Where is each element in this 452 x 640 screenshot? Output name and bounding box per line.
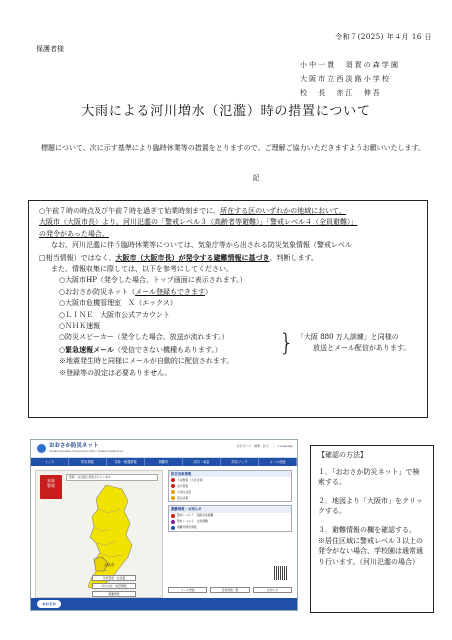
site-button-row bbox=[168, 587, 292, 593]
source-mail-register: メール登録もできます bbox=[135, 287, 205, 296]
weather-item-label: 大雨警報（土砂災害） bbox=[177, 477, 205, 482]
emergency-mail-note: （受信できない機種もあります。） bbox=[113, 345, 222, 354]
basis-line-1: なお、河川氾濫に伴う臨時休業等については、気象庁等から出される防災気象情報（警戒レベル bbox=[51, 241, 352, 250]
evacuation-info-box bbox=[168, 505, 292, 531]
nav-item: 避難所 bbox=[145, 458, 183, 466]
site-header bbox=[31, 440, 297, 458]
level-dot-icon bbox=[171, 520, 175, 524]
confirm-step-1: １．「おおさか防災ネット」で検索する。 bbox=[318, 467, 420, 487]
qr-code-icon bbox=[274, 566, 288, 580]
nav-item: 防災マップ bbox=[221, 458, 259, 466]
emergency-mail-label: 緊急速報メール bbox=[65, 344, 114, 354]
source-line: ○ＬＩＮＥ 大阪市公式アカウント bbox=[59, 310, 171, 319]
brace-note-2: 放送とメール配信があります。 bbox=[313, 344, 411, 353]
basis-end: 、判断します。 bbox=[269, 253, 318, 262]
basis-line-2 bbox=[39, 252, 419, 264]
weather-info-heading: 防災気象情報 bbox=[169, 471, 291, 477]
brace-group bbox=[39, 329, 419, 358]
site-nav bbox=[31, 458, 297, 466]
weather-item-label: 雷注意報 bbox=[177, 495, 189, 500]
map-button-evacuation: 避難情報 bbox=[92, 591, 136, 597]
addressee: 保護者様 bbox=[36, 45, 64, 53]
map-button-warnings: 気象警報・注意報 bbox=[92, 575, 136, 581]
source-crisis-x: ○大阪市危機管理室 Ｘ（エックス） bbox=[59, 299, 177, 308]
confirm-step-3-note: ※居住区域に警戒レベル３以上の発令がない場合、学校園は通常通り行います。（河川氾濫の場合） bbox=[318, 536, 423, 566]
weather-item bbox=[169, 495, 291, 501]
source-bullet: ○ bbox=[59, 345, 66, 354]
site-button: 災害情報一覧 bbox=[210, 587, 249, 593]
evacuation-item-label: 警戒レベル４ 全員避難 bbox=[177, 518, 208, 523]
source-text-end: ） bbox=[204, 287, 212, 296]
criteria-line-1 bbox=[39, 206, 419, 217]
sender-block bbox=[300, 61, 440, 103]
osaka-city-label: 大阪市 bbox=[104, 563, 115, 567]
site-button: お知らせ bbox=[253, 587, 292, 593]
weather-item-label: 洪水警報 bbox=[177, 483, 189, 488]
nav-item: 防災情報 bbox=[69, 458, 107, 466]
criteria-text: ○午前７時の時点及び午前７時を過ぎて始業時刻までに、 bbox=[39, 207, 221, 215]
advisory-dot-icon bbox=[171, 496, 175, 500]
map-caption: 警報・注意報が発表されています bbox=[66, 474, 158, 481]
source-speaker: ○防災スピーカー（発令した場合、放送が流れます。） bbox=[59, 333, 229, 342]
alert-line-1: 気象 bbox=[47, 478, 55, 483]
sender-principal: 校 長 赤江 伸吾 bbox=[300, 89, 382, 97]
footer-logo: おおさか bbox=[37, 600, 61, 608]
nav-item: メール登録 bbox=[259, 458, 297, 466]
warning-dot-icon bbox=[171, 478, 175, 482]
site-button: メール登録 bbox=[168, 587, 207, 593]
brace-icon: } bbox=[279, 329, 295, 358]
confirm-step-3: ３．避難情報の欄を確認する。 bbox=[318, 525, 416, 534]
weather-info-box bbox=[168, 470, 292, 502]
document-date: 令和７(2025) 年４月 16 日 bbox=[335, 33, 432, 41]
warning-dot-icon bbox=[171, 484, 175, 488]
site-footer bbox=[31, 598, 297, 610]
document-title: 大雨による河川増水（氾濫）時の措置について bbox=[81, 104, 371, 119]
criteria-line-2: 大阪市（大阪市長）より、河川氾濫の「警戒レベル３（高齢者等避難）」「警戒レベル４（全員避難）」 bbox=[39, 218, 358, 227]
nav-item: 気象・地震情報 bbox=[107, 458, 145, 466]
notice-box bbox=[28, 200, 428, 418]
shelter-dot-icon bbox=[171, 526, 175, 530]
weather-item-label: 大雨注意報 bbox=[177, 489, 191, 494]
basis-emphasis: 大阪市（大阪市長）が発令する避難情報に基づき bbox=[115, 252, 270, 262]
evacuation-item-label: 警戒レベル３ 高齢者等避難 bbox=[177, 512, 214, 517]
note-auto-mail: ※地震発生時と同様にメールが自動的に配信されます。 bbox=[59, 357, 234, 366]
brace-note-1: 「大阪 880 万人訓練」と同様の bbox=[297, 333, 399, 342]
advisory-dot-icon bbox=[171, 490, 175, 494]
evacuation-item bbox=[169, 525, 291, 531]
confirm-step-2: ２．地図より「大阪市」をクリックする。 bbox=[318, 496, 423, 516]
intro-paragraph: 標題について、次に示す基準により臨時休業等の措置をとりますので、ご理解ご協力いただきますようお願いいたします。 bbox=[41, 144, 426, 152]
bousai-net-screenshot bbox=[30, 439, 298, 611]
source-bousai-net bbox=[39, 287, 419, 298]
level-dot-icon bbox=[171, 514, 175, 518]
nav-item: 河川・雨量 bbox=[183, 458, 221, 466]
info-panel bbox=[168, 470, 292, 598]
map-button-river: 河川水位・雨量情報 bbox=[92, 583, 136, 589]
logo-icon bbox=[37, 444, 46, 453]
osaka-map bbox=[35, 470, 163, 598]
site-logo-sub: Osaka Disaster Prevention Net / Osaka Prefecture bbox=[49, 449, 124, 453]
note-no-setup: ※登録等の設定は必要ありません。 bbox=[59, 368, 172, 377]
site-logo: おおさか防災ネット bbox=[49, 443, 99, 449]
info-intro: また、情報収集に際しては、以下を参考にしてください。 bbox=[51, 265, 233, 274]
confirm-heading: 【確認の方法】 bbox=[318, 451, 367, 459]
sender-school: 大阪市立西淡路小学校 bbox=[300, 75, 391, 83]
confirm-method-box bbox=[310, 445, 434, 613]
source-nhk: ○ＮＨＫ速報 bbox=[59, 322, 101, 331]
site-header-tools: 文字サイズ 標準 拡大 ｜ Language bbox=[236, 444, 293, 448]
evacuation-info-heading: 避難情報・お知らせ bbox=[169, 506, 291, 512]
source-osaka-hp: ○大阪市HP（発令した場合、トップ画面に表示されます。） bbox=[59, 276, 247, 285]
evacuation-item-label: 避難所開設情報 bbox=[177, 524, 197, 529]
criteria-line-3: の発令があった場合。 bbox=[39, 229, 109, 238]
nav-item: トップ bbox=[31, 458, 69, 466]
sender-school-group: 小中一貫 須賀の森学園 bbox=[300, 61, 401, 69]
source-text: ○おおさか防災ネット（ bbox=[59, 287, 136, 296]
basis-text: □相当情報）ではなく、 bbox=[39, 253, 116, 262]
ki-mark: 記 bbox=[252, 174, 260, 182]
criteria-underline: 所在する区のいずれかの地域において、 bbox=[220, 207, 346, 215]
alert-line-2: 警報 bbox=[47, 483, 55, 488]
